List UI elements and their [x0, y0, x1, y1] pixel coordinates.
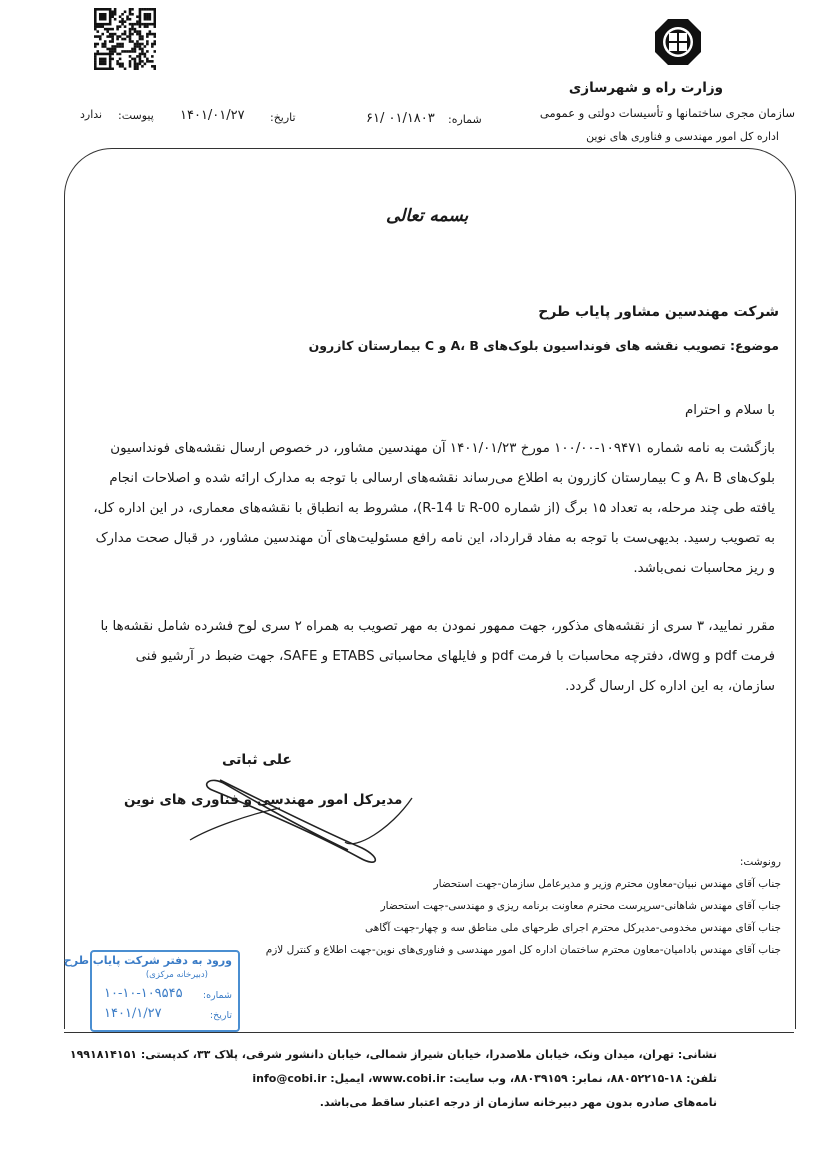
- organization-name: سازمان مجری ساختمانها و تأسیسات دولتی و عمومی: [539, 106, 795, 120]
- subject: موضوع: تصویب نقشه های فونداسیون بلوک‌های A، B و C بیمارستان کازرون: [308, 338, 779, 353]
- ministry-logo: [654, 18, 702, 66]
- cc-label: رونوشت:: [739, 856, 781, 868]
- paragraph-2: [45, 612, 775, 702]
- signer-title: مدیرکل امور مهندسی و فناوری های نوین: [124, 792, 403, 808]
- letter-date-value: ۱۴۰۱/۰۱/۲۷: [180, 108, 245, 123]
- ministry-name: وزارت راه و شهرسازی: [568, 80, 723, 96]
- letter-number-label: شماره:: [448, 113, 482, 126]
- cc-item: جناب آقای مهندس نبیان-معاون محترم وزیر و مدیرعامل سازمان-جهت استحضار: [433, 878, 781, 890]
- attachment-label: پیوست:: [118, 109, 154, 122]
- footer-address: نشانی: تهران، میدان ونک، خیابان ملاصدرا، خیابان شیراز شمالی، خیابان دانشور شرقی، پلاک ۳۳، کدپستی: ۱۹۹۱۸۱۴۱۵۱: [69, 1048, 717, 1061]
- paragraph-line: مقرر نمایید، ۳ سری از نقشه‌های مذکور، جهت ممهور نمودن به مهر تصویب به همراه ۲ سری لوح فشرده شامل نقشه‌ها با: [100, 619, 775, 634]
- cc-item: جناب آقای مهندس مخدومی-مدیرکل محترم اجرای طرحهای ملی مناطق سه و چهار-جهت آگاهی: [364, 922, 781, 934]
- greeting: با سلام و احترام: [685, 403, 775, 418]
- received-stamp: [63, 950, 240, 1032]
- stamp-title: ورود به دفتر شرکت پایاب طرح: [63, 954, 232, 967]
- department-name: اداره کل امور مهندسی و فناوری های نوین: [586, 130, 779, 143]
- paragraph-line: سازمان، به این اداره کل ارسال گردد.: [565, 679, 775, 694]
- cc-item: جناب آقای مهندس بادامیان-معاون محترم ساختمان اداره کل امور مهندسی و فناوری‌های نوین-جهت اطلاع و کنترل لازم: [265, 944, 781, 956]
- paragraph-line: و ریز محاسبات نمی‌باشد.: [633, 561, 775, 576]
- recipient: شرکت مهندسین مشاور پایاب طرح: [538, 304, 779, 320]
- attachment-value: ندارد: [80, 108, 103, 121]
- footer-note: نامه‌های صادره بدون مهر دبیرخانه سازمان از درجه اعتبار ساقط می‌باشد.: [319, 1096, 717, 1109]
- stamp-date-value: ۱۴۰۱/۱/۲۷: [104, 1006, 162, 1021]
- paragraph-line: بازگشت به نامه شماره ۱۰۹۴۷۱-۱۰۰/۰۰ مورخ ۱۴۰۱/۰۱/۲۳ آن مهندسین مشاور، در خصوص ارسال نقشه‌های فونداسیون: [110, 441, 775, 456]
- letter-date-label: تاریخ:: [270, 111, 296, 124]
- cc-item: جناب آقای مهندس شاهانی-سرپرست محترم معاونت برنامه ریزی و مهندسی-جهت استحضار: [380, 900, 781, 912]
- footer-divider: [64, 1032, 794, 1033]
- qr-code: [94, 8, 156, 70]
- signer-name: علی ثباتی: [222, 752, 292, 768]
- stamp-number-label: شماره:: [202, 990, 232, 1001]
- stamp-number-value: ۱۰-۱۰-۱۰۹۵۴۵: [104, 986, 183, 1001]
- stamp-subtitle: (دبیرخانه مرکزی): [145, 970, 208, 980]
- paragraph-line: به تصویب رسید. بدیهی‌ست با توجه به مفاد قرارداد، این نامه رافع مسئولیت‌های آن مهندسین مشاور، در قبال صحت مدارک: [95, 531, 775, 546]
- paragraph-line: یافته طی چند مرحله، به تعداد ۱۵ برگ (از شماره R-00 تا R-14)، مشروط به انطباق با نقشه‌های معماری، در این اداره کل،: [93, 501, 775, 516]
- paragraph-line: فرمت pdf و dwg، دفترچه محاسبات با فرمت pdf و فایلهای محاسباتی ETABS و SAFE، جهت ضبط در آرشیو فنی: [135, 649, 775, 664]
- signature-scribble: [150, 770, 420, 870]
- stamp-date-label: تاریخ:: [209, 1010, 232, 1021]
- basmala: بسمه تعالی: [386, 206, 469, 226]
- paragraph-1: [45, 434, 775, 584]
- footer-contact: تلفن: ۱۸-۸۸۰۵۲۲۱۵، نمابر: ۸۸۰۳۹۱۵۹، وب سایت: www.cobi.ir، ایمیل: info@cobi.ir: [252, 1072, 717, 1085]
- letter-number-value: ۶۱/ ۰۱/۱۸۰۳: [366, 111, 435, 126]
- paragraph-line: بلوک‌های A، B و C بیمارستان کازرون به اطلاع می‌رساند نقشه‌های ارسالی با توجه به مدارک ارائه شده و اصلاحات انجام: [109, 471, 775, 486]
